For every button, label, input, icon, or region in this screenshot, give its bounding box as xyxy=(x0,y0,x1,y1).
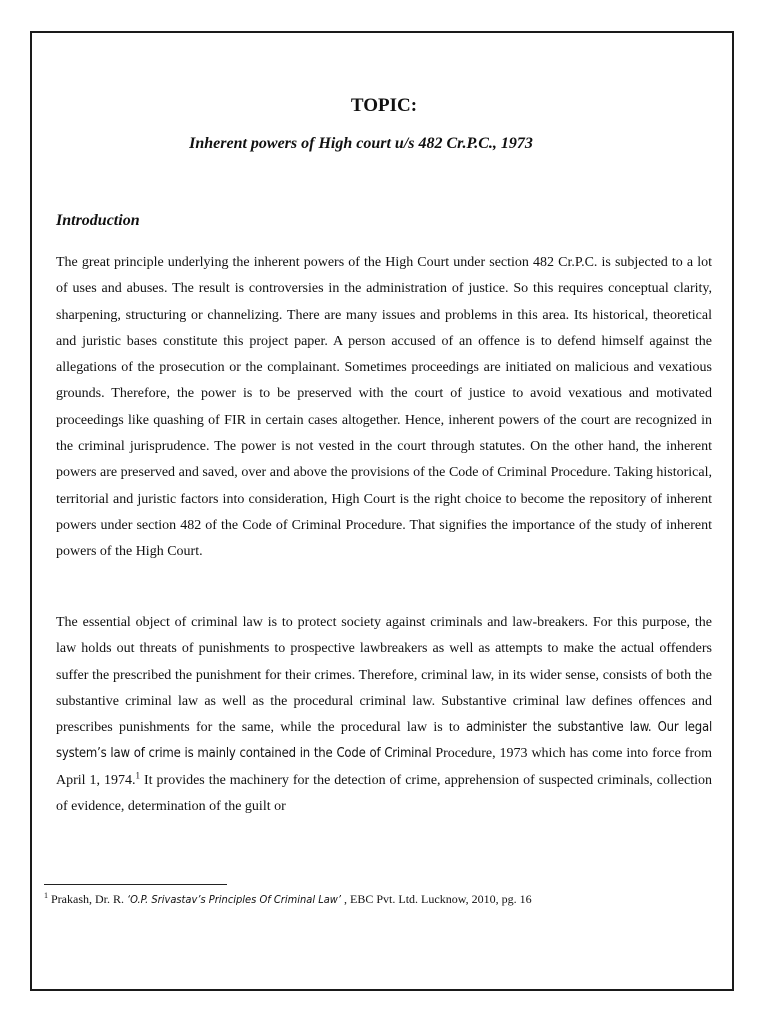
paragraph-2-text-b: administer the substantive law. Our legal system’s law of crime is mainly contained in the Code of Criminal xyxy=(56,720,712,762)
section-heading-introduction: Introduction xyxy=(56,212,140,229)
paragraph-2-text-d: It provides the machinery for the detection of crime, apprehension of suspected criminals, collection of evidence, determination of the guilt or xyxy=(56,772,712,815)
footnote xyxy=(44,891,532,908)
footnote-number: 1 xyxy=(44,891,48,900)
footnote-publisher: , EBC Pvt. Ltd. Lucknow, 2010, pg. 16 xyxy=(341,892,532,906)
page-title: TOPIC: xyxy=(350,95,418,116)
body-paragraph-1: The great principle underlying the inherent powers of the High Court under section 482 Cr.P.C. is subjected to a lot of uses and abuses. The result is controversies in the administration of justice. So this requires conceptual clarity, sharpening, structuring or channelizing. There are many issues and problems in this area. Its historical, theoretical and juristic bases constitute this project paper. A person accused of an offence is to defend himself against the allegations of the prosecution or the complainant. Sometimes proceedings are initiated on malicious and vexatious grounds. Therefore, the power is to be preserved with the court of justice to avoid vexatious and motivated proceedings like quashing of FIR in certain cases altogether. Hence, inherent powers of the court are recognized in the criminal jurisprudence. The power is not vested in the court through statutes. On the other hand, the inherent powers are preserved and saved, over and above the provisions of the Code of Criminal Procedure. Taking historical, territorial and juristic factors into consideration, High Court is the right choice to become the repository of inherent powers under section 482 of the Code of Criminal Procedure. That signifies the importance of the study of inherent powers of the High Court. xyxy=(56,255,712,560)
footnote-reference[interactable]: 1 xyxy=(135,770,141,781)
footnote-separator xyxy=(44,884,227,885)
paragraph-2-text-c: Procedure, 1973 which has come into force from April 1, 1974. xyxy=(56,746,712,788)
paragraph-2-text-a: The essential object of criminal law is to protect society against criminals and law-breakers. For this purpose, the law holds out threats of punishments to prospective lawbreakers as well as attempts to make the actual offenders suffer the prescribed the punishment for their crimes. Therefore, criminal law, in its wider sense, consists of both the substantive criminal law as well as the procedural criminal law. Substantive criminal law defines offences and prescribes punishments for the same, while the procedural law is to xyxy=(56,615,712,736)
footnote-author: Prakash, Dr. R. xyxy=(48,892,127,906)
page-subtitle: Inherent powers of High court u/s 482 Cr.P.C., 1973 xyxy=(189,135,533,152)
footnote-book-title: ‘O.P. Srivastav’s Principles Of Criminal Law’ xyxy=(127,893,342,906)
body-paragraph-2 xyxy=(56,610,712,820)
